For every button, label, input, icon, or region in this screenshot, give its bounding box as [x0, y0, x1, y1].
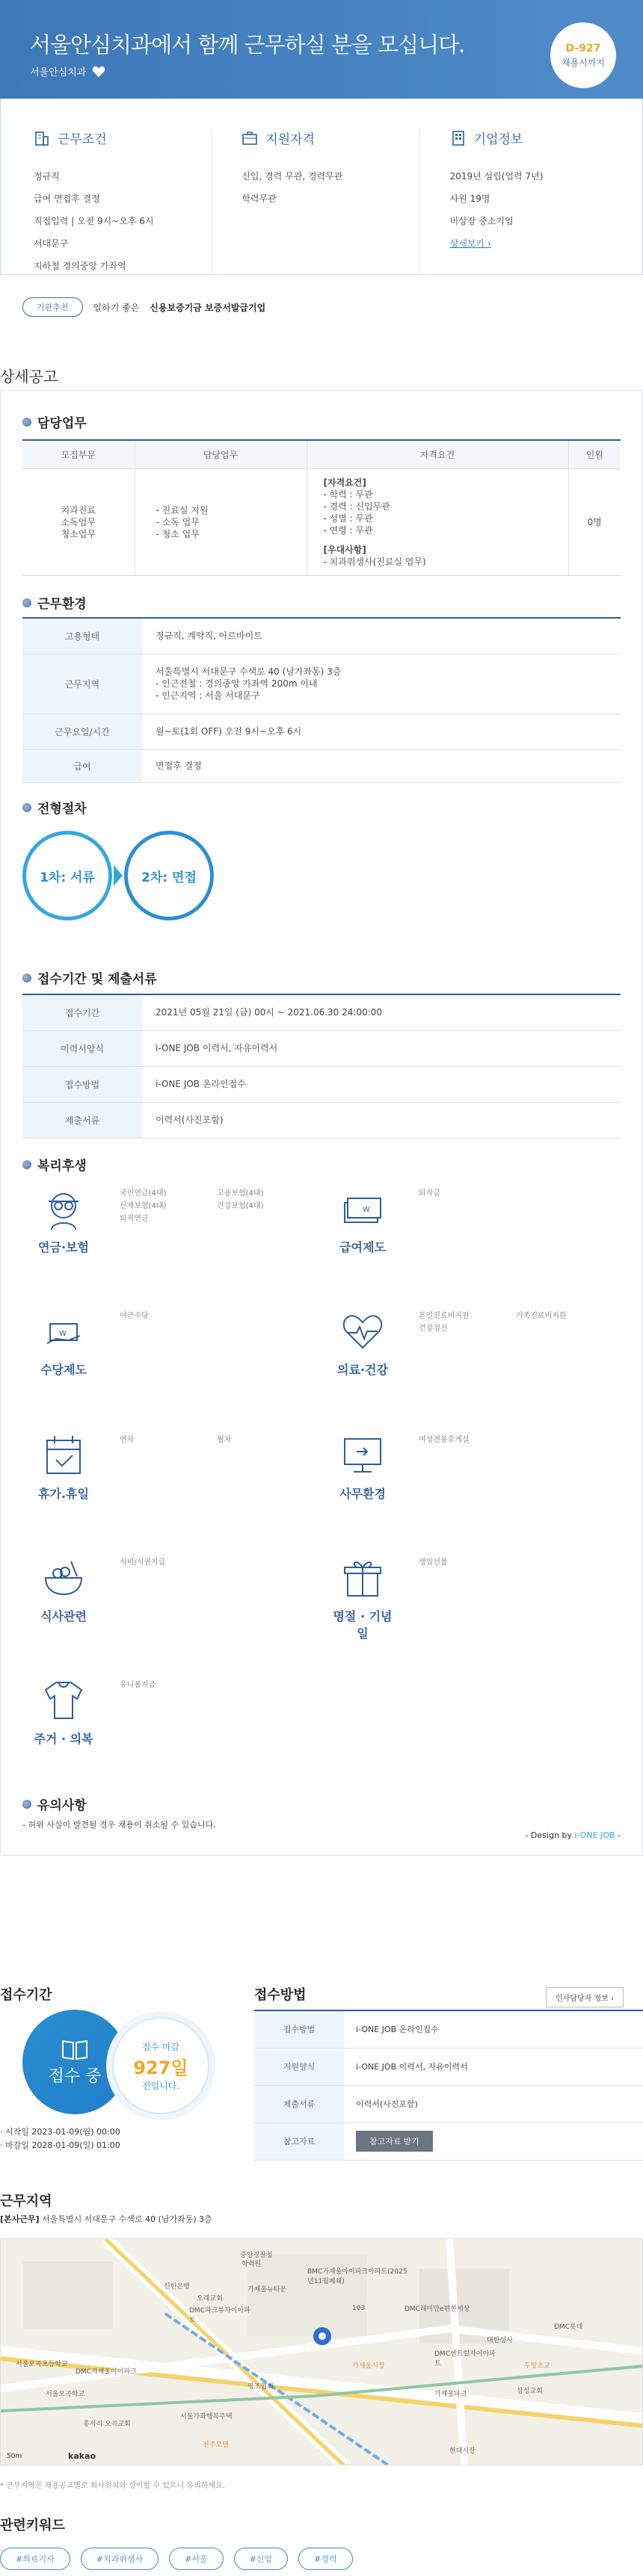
table-header: 모집부문	[22, 440, 135, 468]
table-row	[22, 1066, 621, 1102]
dday-label: 채용시까지	[562, 57, 605, 68]
company-info-column	[419, 129, 627, 274]
recommend-badge[interactable]: 기관추천	[22, 297, 83, 317]
welfare-item	[329, 1433, 628, 1545]
condition-line: 급여 면접후 결정	[34, 193, 100, 204]
welfare-entry: 연차	[120, 1436, 135, 1444]
detail-heading: 상세공고	[0, 368, 58, 386]
bullet-icon	[22, 1800, 31, 1809]
map-label: 중앙경찰청	[240, 2252, 273, 2259]
map-label: DMC파크뷰자이아파트	[189, 2307, 250, 2324]
dday-count: D-927	[565, 42, 601, 55]
map-label: 대한성사	[487, 2337, 513, 2344]
map-brand: kakao	[68, 2451, 96, 2461]
welfare-entry: 야근수당	[120, 1312, 149, 1320]
welfare-entry: 퇴직금	[419, 1189, 440, 1198]
allowance-icon	[41, 1309, 86, 1354]
duties-title-text: 담당업무	[37, 416, 87, 431]
task-cell	[135, 468, 307, 575]
row-value: 면접후 결정	[142, 749, 621, 782]
posting-title: 서울안심치과에서 함께 근무하실 분을 모십니다.	[30, 32, 465, 58]
pension-icon	[41, 1186, 86, 1231]
welfare-icon-wrap	[329, 1555, 396, 1641]
table-row	[22, 1030, 621, 1066]
heart-icon[interactable]	[92, 66, 105, 78]
welfare-entry: 생일선물	[419, 1558, 448, 1567]
table-header: 인원	[568, 440, 621, 468]
map-label: 서울오곡초등학교	[16, 2361, 68, 2368]
row-value	[344, 2123, 643, 2160]
table-row	[254, 2085, 643, 2123]
welfare-name: 명절 · 기념일	[333, 1609, 393, 1641]
map-label: 103	[352, 2305, 366, 2312]
design-prefix: - Design by	[525, 1830, 575, 1840]
qualifications-column	[211, 129, 419, 274]
condition-line: 정규직	[34, 171, 60, 182]
method-table	[254, 2010, 643, 2161]
table-row	[22, 468, 621, 575]
remain-suffix: 전입니다.	[141, 2080, 180, 2091]
keyword-tag[interactable]: #신입	[234, 2548, 288, 2570]
table-row	[22, 618, 621, 654]
welfare-name: 식사관련	[40, 1609, 87, 1623]
bullet-icon	[22, 418, 31, 427]
dept-line: 소독업무	[61, 516, 96, 527]
row-label: 접수기간	[22, 994, 142, 1030]
process-step: 1차: 서류	[22, 831, 112, 920]
welfare-entry: 고용보험(4대)	[217, 1189, 264, 1198]
table-row	[22, 749, 621, 782]
map-label: DMC롯데	[554, 2323, 583, 2331]
company-detail-label[interactable]: 상세보기	[449, 238, 485, 249]
welfare-title	[22, 1155, 87, 1174]
calendar-icon	[41, 1433, 86, 1478]
row-label: 이력서양식	[22, 1030, 142, 1066]
welfare-name: 사무환경	[339, 1487, 386, 1501]
address-tag: [본사근무]	[0, 2214, 40, 2224]
row-label: 급여	[22, 749, 142, 782]
bullet-icon	[22, 1160, 31, 1169]
company-line: 비상장 중소기업	[449, 216, 514, 226]
start-date: · 시작일 2023-01-09(월) 00:00	[0, 2127, 120, 2137]
svg-text:W: W	[59, 1330, 67, 1338]
welfare-item	[30, 1186, 329, 1298]
remaining-days-circle	[112, 2017, 209, 2114]
end-date: · 마감일 2028-01-09(일) 01:00	[0, 2140, 120, 2150]
company-line: 사원 19명	[449, 193, 490, 204]
row-label: 제출서류	[22, 1102, 142, 1138]
welfare-icon-wrap	[329, 1433, 396, 1502]
req-line: - 연령 : 무관	[323, 524, 373, 536]
design-brand[interactable]: i-ONE JOB	[574, 1830, 615, 1840]
notice-title	[22, 1795, 87, 1813]
welfare-name: 수당제도	[40, 1363, 87, 1377]
company-name-row	[30, 64, 105, 78]
row-value: 정규직, 계약직, 아르바이트	[142, 618, 621, 654]
environment-title-text: 근무환경	[37, 597, 87, 612]
map-label: DMC래미안e편한세상	[404, 2306, 470, 2313]
welfare-entry: 유니폼지급	[120, 1681, 156, 1689]
office-icon	[450, 130, 467, 146]
address-extra: - 인근전철 : 경의중앙 가좌역 200m 이내	[156, 678, 318, 689]
welfare-name: 의료·건강	[337, 1363, 388, 1377]
table-row	[22, 713, 621, 749]
design-suffix: -	[615, 1830, 621, 1840]
map-label: DMC가재울아이파크	[76, 2368, 137, 2376]
notice-title-text: 유의사항	[37, 1798, 87, 1813]
welfare-item	[30, 1309, 329, 1421]
map-scale: 50m	[7, 2453, 22, 2460]
task-line: - 소독 업무	[156, 516, 200, 527]
welfare-item	[30, 1555, 329, 1668]
chevron-right-icon: ›	[611, 1995, 614, 2003]
welfare-list	[419, 1555, 621, 1567]
table-header: 담당업무	[135, 440, 307, 468]
map-label: 신한은행	[164, 2283, 190, 2291]
row-label: 접수방법	[22, 1066, 142, 1102]
process-step: 2차: 면접	[124, 831, 214, 920]
health-icon	[340, 1309, 385, 1354]
company-info-title: 기업정보	[473, 132, 523, 147]
row-label: 참고자료	[254, 2123, 344, 2160]
table-row	[254, 2123, 643, 2160]
uniform-icon	[41, 1678, 86, 1723]
address-line: 서울특별시 서대문구 수색로 40 (남가좌동) 3층	[156, 666, 342, 677]
welfare-entry: 식비/식권지급	[120, 1558, 166, 1567]
welfare-icon-wrap	[30, 1433, 97, 1502]
welfare-icon-wrap	[30, 1555, 97, 1624]
monitor-icon	[340, 1433, 385, 1478]
process-title-text: 전형절차	[37, 802, 87, 817]
location-note: * 근무지역은 채용공고별로 회사위치와 상이할 수 있으니 유의하세요.	[0, 2482, 225, 2490]
welfare-list	[120, 1555, 322, 1567]
welfare-entry: 본인진료비지원	[419, 1312, 470, 1320]
company-line: 2019년 설립(업력 7년)	[449, 171, 544, 182]
summary-box	[0, 99, 643, 275]
map-label: 삼성교회	[517, 2388, 543, 2395]
map-label: 홍서리 오곡교회	[83, 2421, 131, 2428]
welfare-item	[329, 1555, 628, 1668]
welfare-entry: 건강보험(4대)	[217, 1202, 264, 1210]
map-label: 현대시장	[449, 2447, 476, 2455]
welfare-name: 연금·보험	[38, 1240, 89, 1254]
svg-text:W: W	[363, 1206, 370, 1214]
welfare-icon-wrap	[329, 1186, 396, 1255]
row-value: 월~토(1회 OFF) 오전 9시~오후 6시	[142, 713, 621, 749]
task-line: - 청소 업무	[156, 528, 200, 539]
welfare-icon-wrap	[30, 1309, 97, 1378]
row-value: i-ONE JOB 온라인접수	[142, 1066, 621, 1102]
map-label: 서울오곡학교	[46, 2391, 85, 2398]
welfare-item	[329, 1186, 628, 1298]
gift-icon	[340, 1555, 385, 1600]
apply-status-circle	[22, 2010, 127, 2114]
keyword-tag[interactable]: #서울	[169, 2548, 223, 2570]
req-line: - 경력 : 신입무관	[323, 501, 390, 512]
recommend-bold: 신용보증기금 보증서발급기업	[150, 302, 266, 313]
row-value: 2021년 05월 21일 (금) 00시 ~ 2021.06.30 24:00:00	[142, 994, 621, 1030]
welfare-list	[419, 1433, 621, 1444]
welfare-icon-wrap	[329, 1309, 396, 1378]
welfare-item	[30, 1433, 329, 1545]
map-label: 학력원	[241, 2261, 262, 2268]
briefcase-icon	[241, 130, 258, 146]
welfare-entry: 여성전용휴게실	[419, 1436, 470, 1444]
table-row	[22, 1102, 621, 1138]
welfare-list	[120, 1309, 322, 1320]
table-row	[22, 994, 621, 1030]
location-title: 근무지역	[0, 2193, 52, 2209]
environment-table	[22, 617, 621, 783]
headcount-cell: 0명	[568, 468, 621, 575]
dday-badge	[550, 22, 616, 88]
table-header: 자격요건	[307, 440, 568, 468]
welfare-title-text: 복리후생	[37, 1159, 87, 1174]
company-name[interactable]: 서울안심치과	[30, 67, 87, 78]
row-label: 접수방법	[254, 2010, 344, 2048]
row-value	[142, 654, 621, 713]
design-credit	[525, 1830, 621, 1840]
task-line: - 진료실 지원	[156, 504, 209, 515]
condition-line: 지하철 경의중앙 가좌역	[34, 261, 126, 271]
meal-icon	[41, 1555, 86, 1600]
bullet-icon	[22, 803, 31, 812]
method-title: 접수방법	[254, 1987, 307, 2003]
company-detail-link[interactable]	[450, 232, 627, 255]
row-label: 근무요일/시간	[22, 713, 142, 749]
map-label: 오래교회	[197, 2295, 223, 2303]
row-label: 지원양식	[254, 2048, 344, 2085]
req-line: - 학력 : 무관	[323, 489, 373, 500]
qualification-line: 학력무관	[241, 193, 277, 204]
keywords-title: 관련키워드	[0, 2518, 65, 2533]
welfare-entry: 국민연금(4대)	[120, 1189, 167, 1198]
map-label: 두방초교	[524, 2362, 550, 2370]
environment-title	[22, 593, 87, 612]
dept-cell	[22, 468, 135, 575]
pref-line: - 치과위생사(진료실 업무)	[323, 556, 426, 567]
hr-contact-label[interactable]: 인사담당자 정보	[556, 1995, 609, 2003]
qualifications-header	[241, 129, 419, 147]
map-label: 가재울뉴타운	[247, 2286, 287, 2294]
welfare-list	[120, 1186, 322, 1223]
welfare-name: 주거 · 의복	[34, 1732, 93, 1746]
period-table	[22, 994, 621, 1139]
requirement-cell	[307, 468, 568, 575]
table-row	[22, 654, 621, 713]
row-value: 이력서(사진포함)	[142, 1102, 621, 1138]
duties-title	[22, 412, 87, 431]
condition-line: 서대문구	[34, 238, 69, 249]
company-info-header	[450, 129, 627, 147]
keyword-tag[interactable]: #치과위생사	[81, 2548, 159, 2570]
row-value: i-ONE JOB 온라인접수	[344, 2010, 643, 2048]
book-icon	[61, 2038, 88, 2061]
welfare-item	[329, 1309, 628, 1421]
map-label: 가재울시장	[352, 2362, 385, 2370]
salary-icon	[340, 1186, 385, 1231]
welfare-list	[120, 1678, 322, 1689]
dept-line: 청소업무	[61, 528, 96, 539]
apply-title: 접수기간	[0, 1987, 52, 2003]
condition-line: 직접입력 | 오전 9시~오후 6시	[34, 216, 154, 226]
hr-contact-button[interactable]	[546, 1987, 624, 2007]
row-label: 고용형태	[22, 618, 142, 654]
welfare-item	[30, 1678, 329, 1790]
pref-title: [우대사항]	[323, 544, 366, 555]
map-label: 가재울파크	[434, 2391, 467, 2398]
row-label: 근무지역	[22, 654, 142, 713]
notice-text: - 허위 사실이 발견될 경우 채용이 취소될 수 있습니다.	[22, 1820, 216, 1830]
row-value: i-ONE JOB 이력서, 자유이력서	[142, 1030, 621, 1066]
bullet-icon	[22, 973, 31, 982]
period-title	[22, 968, 157, 987]
period-title-text: 접수기간 및 제출서류	[37, 972, 157, 987]
apply-dates	[0, 2125, 120, 2152]
remain-number: 927일	[133, 2057, 188, 2078]
welfare-entry: 산재보험(4대)	[120, 1202, 167, 1210]
address-extra: - 인근지역 : 서울 서대문구	[156, 690, 260, 701]
location-map[interactable]	[0, 2238, 643, 2465]
welfare-list	[120, 1433, 322, 1444]
qualification-line: 신입, 경력 무관, 경력무관	[241, 171, 343, 182]
welfare-name: 휴가.휴일	[38, 1487, 89, 1501]
welfare-icon-wrap	[30, 1186, 97, 1255]
conditions-header	[34, 129, 211, 147]
welfare-entry: 퇴직연금	[120, 1215, 149, 1223]
welfare-name: 급여제도	[339, 1240, 386, 1254]
map-label: 영조협회	[247, 2383, 274, 2391]
process-title	[22, 798, 87, 817]
bullet-icon	[22, 598, 31, 607]
row-label: 제출서류	[254, 2085, 344, 2123]
dept-line: 치과진료	[61, 504, 96, 515]
req-line: - 성별 : 무관	[323, 513, 373, 524]
conditions-title: 근무조건	[58, 132, 107, 147]
conditions-column	[31, 129, 211, 274]
welfare-entry: 월차	[217, 1436, 232, 1444]
address-text: 서울특별시 서대문구 수색로 40 (남가좌동) 3층	[39, 2214, 212, 2224]
location-address	[0, 2213, 212, 2225]
map-label: DMC센트럴자이아파트	[434, 2350, 496, 2368]
row-value: i-ONE JOB 이력서, 자유이력서	[344, 2048, 643, 2085]
map-label: 전주모텔	[203, 2442, 229, 2449]
recommend-text: 일하기 좋은	[93, 302, 140, 313]
welfare-list	[419, 1309, 621, 1333]
map-label: 서울가좌행복주택	[180, 2413, 233, 2421]
welfare-entry: 가족진료비지원	[516, 1312, 567, 1320]
welfare-list	[419, 1186, 621, 1198]
qualifications-title: 지원자격	[265, 132, 316, 147]
hero-banner	[0, 0, 643, 99]
welfare-entry: 건강검진	[419, 1325, 448, 1333]
map-label: BMC가재울아이파크아파트(2025년11월폐쇄)	[307, 2268, 407, 2285]
table-row	[254, 2048, 643, 2085]
arrow-right-icon	[114, 865, 123, 886]
download-reference-button[interactable]: 참고자료 받기	[356, 2131, 433, 2152]
keyword-list	[0, 2548, 353, 2570]
row-value: 이력서(사진포함)	[344, 2085, 643, 2123]
keyword-tag[interactable]: #의료기사	[0, 2548, 70, 2570]
duties-table	[22, 439, 621, 576]
apply-status: 접수 중	[48, 2066, 102, 2086]
keyword-tag[interactable]: #경력	[298, 2548, 352, 2570]
chevron-right-icon: ›	[487, 238, 491, 249]
recommend-row	[22, 297, 265, 317]
remain-label: 접수 마감	[141, 2041, 180, 2052]
welfare-icon-wrap	[30, 1678, 97, 1747]
req-title: [자격요건]	[323, 477, 366, 488]
table-row	[254, 2010, 643, 2048]
building-icon	[34, 130, 50, 146]
